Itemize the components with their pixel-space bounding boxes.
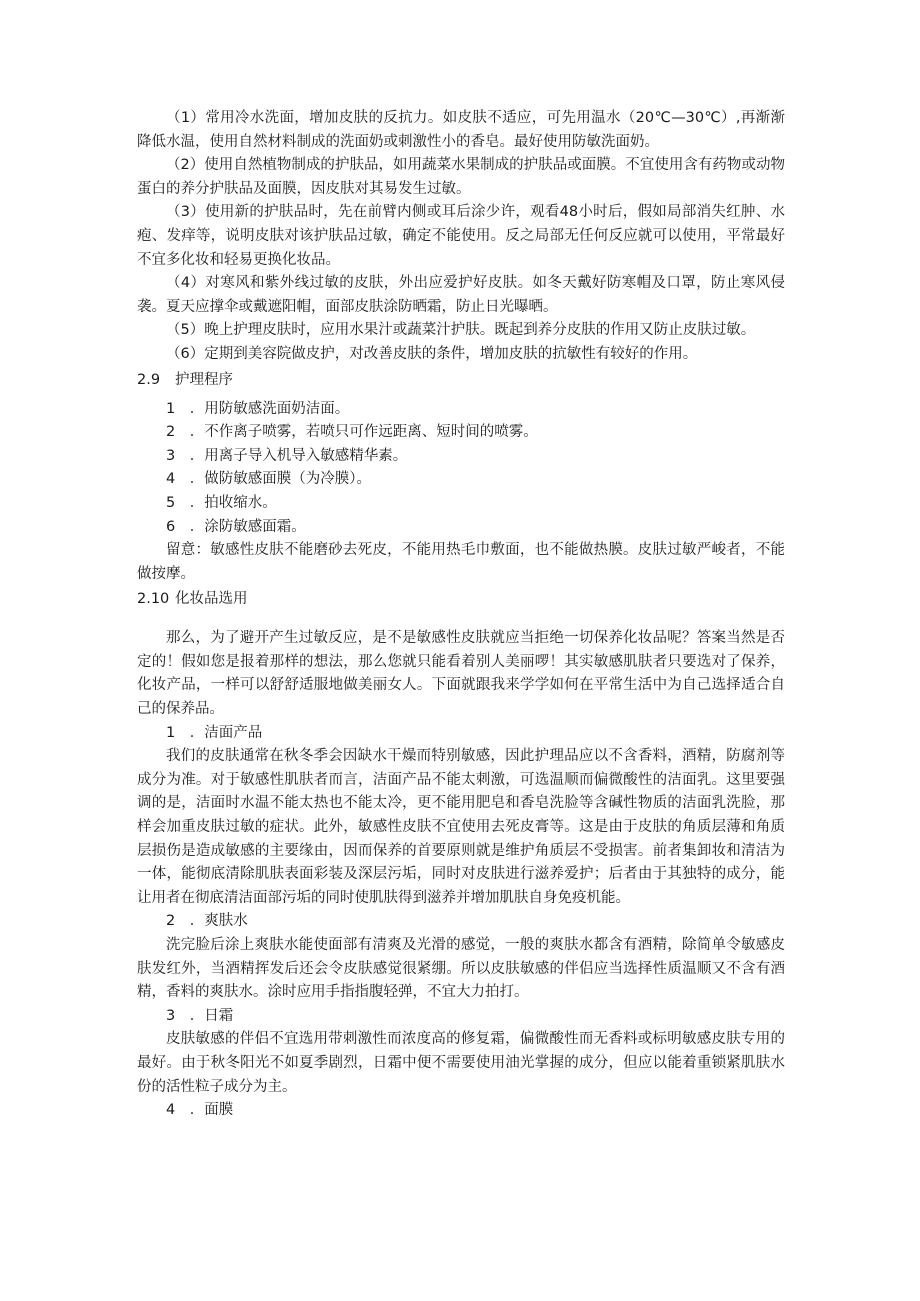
list-item: 5 ．拍收缩水。 <box>166 494 277 511</box>
note-paragraph: 留意：敏感性皮肤不能磨砂去死皮，不能用热毛巾敷面，也不能做热膜。皮肤过敏严峻者，不能做按摩。 <box>137 542 785 582</box>
paragraph-tip-3: （3）使用新的护肤品时，先在前臂内侧或耳后涂少许，观看48小时后，假如局部消失红肿、水疱、发痒等，说明皮肤对该护肤品过敏，确定不能使用。反之局部无任何反应就可以使用，平常最好不宜多化妆和轻易更换化妆品。 <box>137 204 785 268</box>
subsection-body: 皮肤敏感的伴侣不宜选用带刺激性而浓度高的修复霜，偏微酸性而无香料或标明敏感皮肤专用的最好。由于秋冬阳光不如夏季剧烈，日霜中便不需要使用油光掌握的成分，但应以能着重锁紧肌肤水份的活性粒子成分为主。 <box>137 1031 785 1095</box>
subsection-title: 1 ．洁面产品 <box>166 724 263 741</box>
section-title: 化妆品选用 <box>175 591 248 608</box>
subsection-title: 3 ．日霜 <box>166 1007 234 1024</box>
list-item: 2 ．不作离子喷雾，若喷只可作远距离、短时间的喷雾。 <box>166 424 538 441</box>
list-item: 6 ．涂防敏感面霜。 <box>166 518 306 535</box>
intro-paragraph: 那么，为了避开产生过敏反应，是不是敏感性皮肤就应当拒绝一切保养化妆品呢？答案当然是否定的！假如您是报着那样的想法，那么您就只能看着别人美丽啰！其实敏感肌肤者只要选对了保养，化妆产品，一样可以舒舒适服地做美丽女人。下面就跟我来学学如何在平常生活中为自己选择适合自己的保养品。 <box>137 630 785 718</box>
subsection-body: 洗完脸后涂上爽肤水能使面部有清爽及光滑的感觉，一般的爽肤水都含有酒精，除简单令敏感皮肤发红外，当酒精挥发后还会令皮肤感觉很紧绷。所以皮肤敏感的伴侣应当选择性质温顺又不含有酒精，香料的爽肤水。涂时应用手指指腹轻弹，不宜大力拍打。 <box>137 937 785 1001</box>
subsection-body: 我们的皮肤通常在秋冬季会因缺水干燥而特别敏感，因此护理品应以不含香料，酒精，防腐剂等成分为准。对于敏感性肌肤者而言，洁面产品不能太刺激，可选温顺而偏微酸性的洁面乳。这里要强调的是，洁面时水温不能太热也不能太冷，更不能用肥皂和香皂洗脸等含碱性物质的洁面乳洗脸，那样会加重皮肤过敏的症状。此外，敏感性皮肤不宜使用去死皮膏等。这是由于皮肤的角质层薄和角质层损伤是造成敏感的主要缘由，因而保养的首要原则就是维护角质层不受损害。前者集卸妆和清洁为一体，能彻底清除肌肤表面彩装及深层污垢，同时对皮肤进行滋养爱护；后者由于其独特的成分，能让用者在彻底清洁面部污垢的同时使肌肤得到滋养并增加肌肤自身免疫机能。 <box>137 748 785 906</box>
list-item: 4 ．做防敏感面膜（为冷膜）。 <box>166 471 371 488</box>
list-item: 1 ．用防敏感洗面奶洁面。 <box>166 400 350 417</box>
subsection-title: 2 ．爽肤水 <box>166 913 248 930</box>
paragraph-tip-1: （1）常用冷水洗面，增加皮肤的反抗力。如皮肤不适应，可先用温水（20℃—30℃）,再渐渐降低水温，使用自然材料制成的洗面奶或刺激性小的香皂。最好使用防敏洗面奶。 <box>137 110 785 150</box>
spacer <box>137 617 785 627</box>
paragraph-tip-2: （2）使用自然植物制成的护肤品，如用蔬菜水果制成的护肤品或面膜。不宜使用含有药物或动物蛋白的养分护肤品及面膜，因皮肤对其易发生过敏。 <box>137 157 785 197</box>
list-item: 3 ．用离子导入机导入敏感精华素。 <box>166 447 408 464</box>
paragraph-tip-6: （6）定期到美容院做皮护，对改善皮肤的条件，增加皮肤的抗敏性有较好的作用。 <box>166 345 698 362</box>
section-heading-2-10 <box>137 588 785 611</box>
section-title: 护理程序 <box>175 371 233 388</box>
paragraph-tip-5: （5）晚上护理皮肤时，应用水果汁或蔬菜汁护肤。既起到养分皮肤的作用又防止皮肤过敏。 <box>166 322 756 339</box>
section-number: 2.10 <box>137 591 170 608</box>
document-body <box>137 107 785 1123</box>
section-number: 2.9 <box>137 371 161 388</box>
section-heading-2-9 <box>137 369 785 392</box>
paragraph-tip-4: （4）对寒风和紫外线过敏的皮肤，外出应爱护好皮肤。如冬天戴好防寒帽及口罩，防止寒风侵袭。夏天应撑伞或戴遮阳帽，面部皮肤涂防晒霜，防止日光曝晒。 <box>137 275 785 315</box>
subsection-title: 4 ．面膜 <box>166 1102 234 1119</box>
